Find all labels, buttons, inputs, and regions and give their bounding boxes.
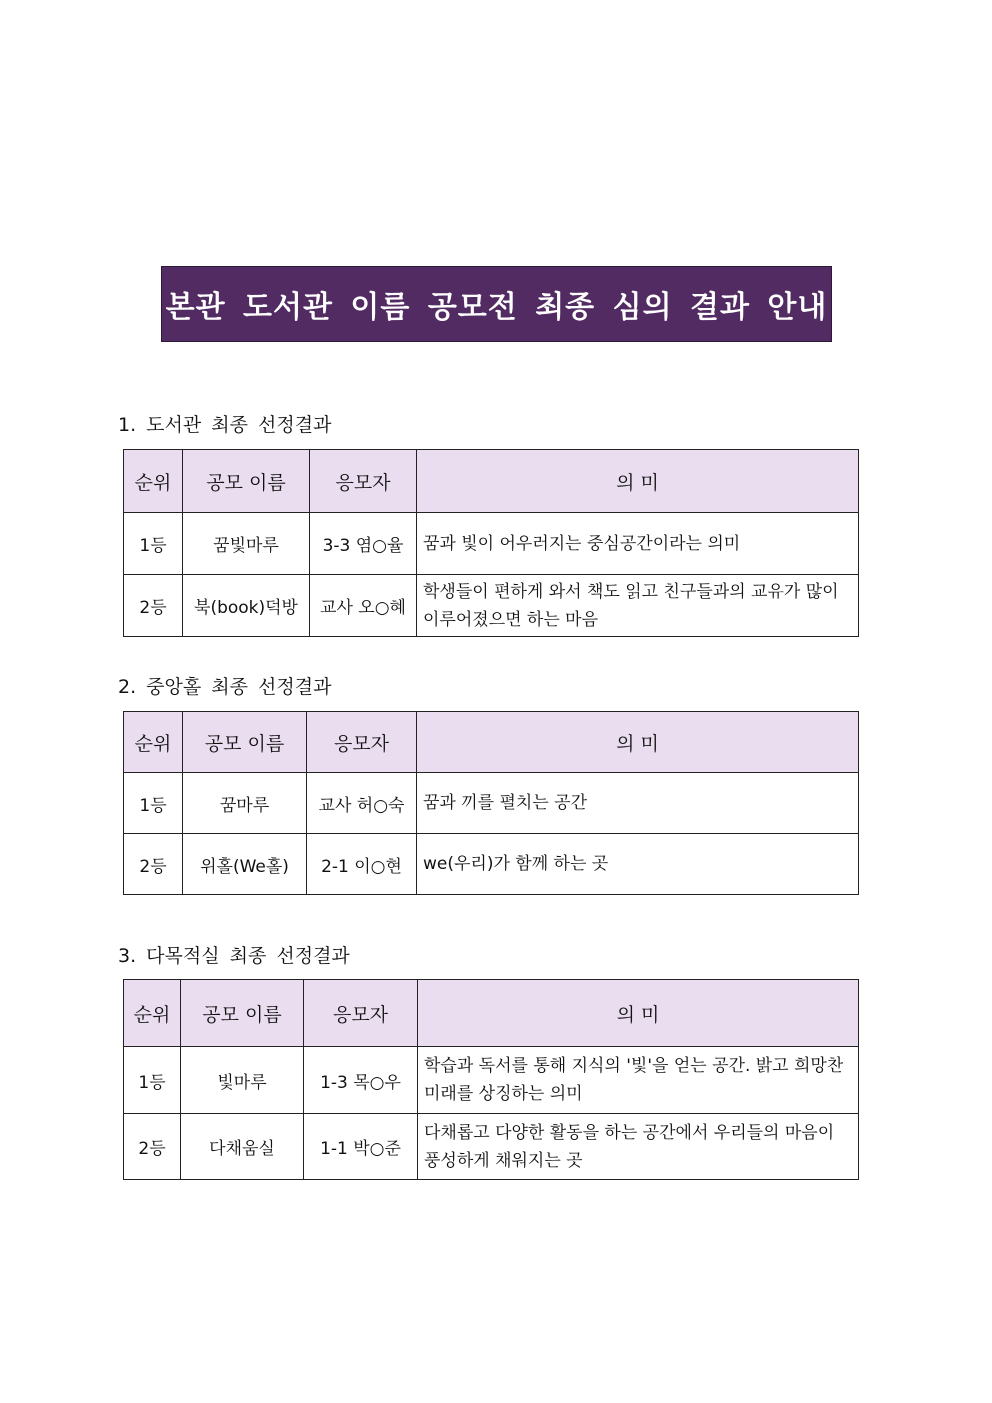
table-row	[124, 575, 859, 637]
applicant-cell: 3-3 염○율	[310, 513, 417, 575]
rank-cell: 1등	[124, 513, 183, 575]
header-applicant: 응모자	[304, 980, 418, 1047]
name-cell: 꿈빛마루	[183, 513, 310, 575]
header-rank: 순위	[124, 980, 181, 1047]
meaning-cell: 학생들이 편하게 와서 책도 읽고 친구들과의 교유가 많이 이루어졌으면 하는 마음	[417, 575, 859, 637]
table-header-row	[124, 980, 859, 1047]
meaning-cell: we(우리)가 함께 하는 곳	[417, 834, 859, 895]
section-heading-hall: 2. 중앙홀 최종 선정결과	[118, 676, 332, 698]
rank-cell: 1등	[124, 1047, 181, 1114]
header-rank: 순위	[124, 712, 183, 773]
rank-cell: 1등	[124, 773, 183, 834]
section-heading-library: 1. 도서관 최종 선정결과	[118, 414, 332, 436]
header-name: 공모 이름	[183, 450, 310, 513]
applicant-cell: 1-3 목○우	[304, 1047, 418, 1114]
library-results-table	[123, 449, 859, 637]
table-row	[124, 513, 859, 575]
header-applicant: 응모자	[310, 450, 417, 513]
table-row	[124, 773, 859, 834]
applicant-cell: 교사 오○혜	[310, 575, 417, 637]
table-header-row	[124, 712, 859, 773]
rank-cell: 2등	[124, 1114, 181, 1180]
applicant-cell: 교사 허○숙	[307, 773, 417, 834]
meaning-cell: 꿈과 빛이 어우러지는 중심공간이라는 의미	[417, 513, 859, 575]
section-heading-multipurpose: 3. 다목적실 최종 선정결과	[118, 945, 350, 967]
rank-cell: 2등	[124, 575, 183, 637]
multipurpose-results-table	[123, 979, 859, 1180]
name-cell: 다채움실	[181, 1114, 304, 1180]
table-row	[124, 834, 859, 895]
table-header-row	[124, 450, 859, 513]
table-row	[124, 1114, 859, 1180]
header-name: 공모 이름	[183, 712, 307, 773]
meaning-cell: 학습과 독서를 통해 지식의 '빛'을 얻는 공간. 밝고 희망찬 미래를 상징하는 의미	[418, 1047, 859, 1114]
name-cell: 빛마루	[181, 1047, 304, 1114]
name-cell: 북(book)덕방	[183, 575, 310, 637]
name-cell: 위홀(We홀)	[183, 834, 307, 895]
meaning-cell: 다채롭고 다양한 활동을 하는 공간에서 우리들의 마음이 풍성하게 채워지는 곳	[418, 1114, 859, 1180]
header-rank: 순위	[124, 450, 183, 513]
applicant-cell: 1-1 박○준	[304, 1114, 418, 1180]
header-name: 공모 이름	[181, 980, 304, 1047]
header-meaning: 의 미	[418, 980, 859, 1047]
table-row	[124, 1047, 859, 1114]
rank-cell: 2등	[124, 834, 183, 895]
header-meaning: 의 미	[417, 712, 859, 773]
header-meaning: 의 미	[417, 450, 859, 513]
hall-results-table	[123, 711, 859, 895]
name-cell: 꿈마루	[183, 773, 307, 834]
page-title: 본관 도서관 이름 공모전 최종 심의 결과 안내	[161, 266, 832, 342]
applicant-cell: 2-1 이○현	[307, 834, 417, 895]
meaning-cell: 꿈과 끼를 펼치는 공간	[417, 773, 859, 834]
header-applicant: 응모자	[307, 712, 417, 773]
